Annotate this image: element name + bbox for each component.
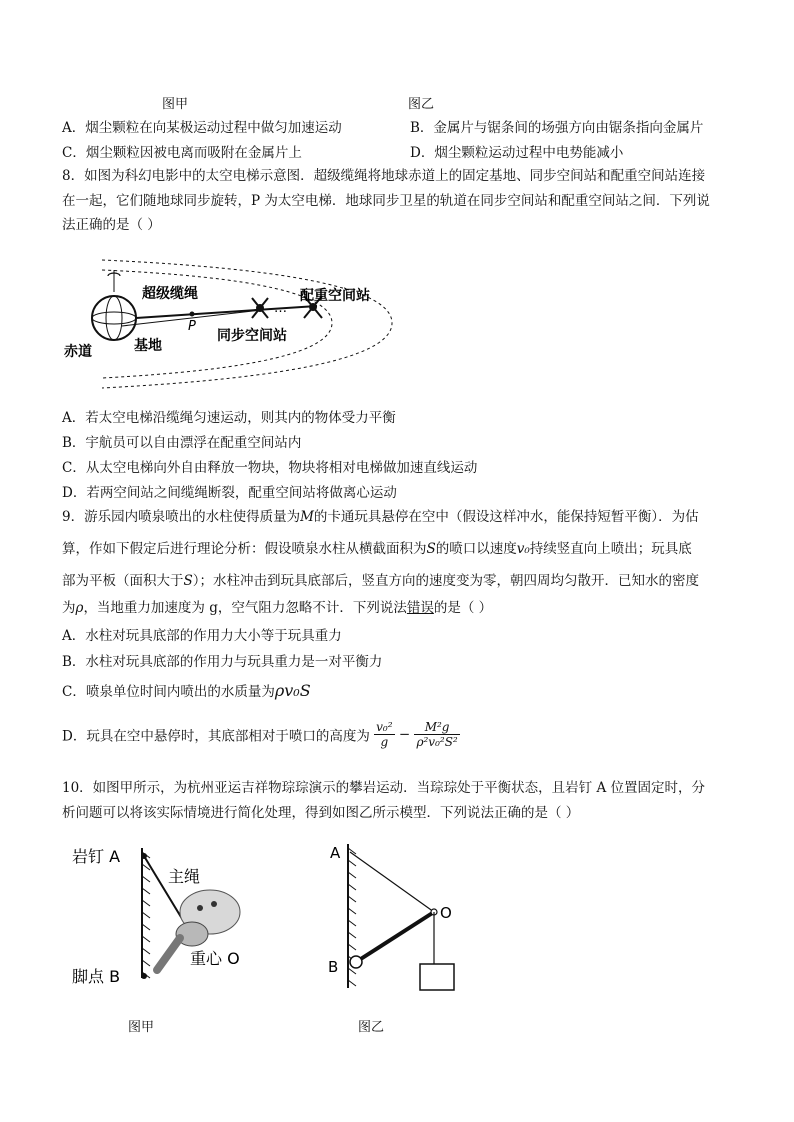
- label-foot: 脚点 B: [72, 967, 121, 986]
- rope-ao: [350, 852, 434, 912]
- main-rope: [144, 856, 184, 922]
- hanging-block: [420, 964, 454, 990]
- q9-option-d: [62, 720, 460, 749]
- q9-option-d-text: D．玩具在空中悬停时，其底部相对于喷口的高度为: [62, 728, 370, 745]
- q9-text: 持续竖直向上喷出；玩具底: [529, 541, 692, 557]
- fraction-numerator: v₀²: [376, 720, 393, 734]
- q10-stem-line2: 析问题可以将该实际情境进行简化处理，得到如图乙所示模型．下列说法正确的是（ ）: [62, 805, 580, 821]
- fraction-denominator: ρ²v₀²S²: [416, 735, 458, 749]
- q9-option-c-formula: ρv₀S: [274, 681, 311, 700]
- q9-option-a: A．水柱对玩具底部的作用力大小等于玩具重力: [62, 628, 342, 644]
- q9-option-d-fraction1: [374, 720, 394, 749]
- q9-stem-line4: [62, 598, 492, 618]
- fraction-denominator: g: [380, 735, 389, 749]
- q9-option-d-fraction2: [414, 720, 459, 749]
- label-a: A: [330, 844, 341, 862]
- q9-var-s: S: [426, 541, 436, 557]
- cable-line: [136, 306, 317, 318]
- sync-station-icon: [252, 298, 268, 318]
- q9-stem-line2: [62, 539, 692, 559]
- q9-text: ）；水柱冲击到玩具底部后，竖直方向的速度变为零，朝四周均匀散开．已知水的密度: [192, 573, 699, 589]
- label-rope: 主绳: [168, 867, 201, 886]
- q8-option-b: B．宇航员可以自由漂浮在配重空间站内: [62, 435, 302, 451]
- q7-option-d: D．烟尘颗粒运动过程中电势能减小: [410, 145, 624, 161]
- label-equator: 赤道: [64, 344, 92, 360]
- label-o: O: [440, 904, 452, 922]
- q9-stem-line3: [62, 571, 699, 591]
- meridian-ellipse: [106, 296, 122, 340]
- label-b: B: [328, 958, 339, 976]
- q8-option-c: C．从太空电梯向外自由释放一物块，物块将相对电梯做加速直线运动: [62, 460, 478, 476]
- q9-option-d-minus: −: [398, 726, 411, 743]
- outer-orbit: [102, 260, 392, 388]
- label-p: P: [188, 319, 196, 334]
- figure-caption-left: 图甲: [162, 97, 189, 112]
- label-dots: …: [274, 301, 287, 316]
- space-elevator-figure: [62, 248, 422, 398]
- label-sync-station: 同步空间站: [217, 328, 287, 344]
- q9-text: 为: [62, 600, 76, 616]
- q9-text: 的卡通玩具悬停在空中（假设这样冲水，能保持短暂平衡）．为估: [313, 509, 699, 525]
- foot-point: [141, 973, 147, 979]
- q8-option-d: D．若两空间站之间缆绳断裂，配重空间站将做离心运动: [62, 485, 397, 501]
- q8-stem-line2: 在一起，它们随地球同步旋转，P 为太空电梯．地球同步卫星的轨道在同步空间站和配重空间站之间．下列说: [62, 193, 710, 209]
- label-cable: 超级缆绳: [142, 286, 198, 302]
- hinge-b-icon: [350, 956, 362, 968]
- q8-option-a: A．若太空电梯沿缆绳匀速运动，则其内的物体受力平衡: [62, 410, 396, 426]
- label-piton: 岩钉 A: [72, 847, 121, 866]
- q9-var-m: M: [300, 509, 314, 525]
- q9-text: 9．游乐园内喷泉喷出的水柱使得质量为: [62, 509, 301, 525]
- wall-hatch: [142, 852, 150, 978]
- q9-stem-line1: [62, 507, 699, 527]
- q8-stem-line1: 8．如图为科幻电影中的太空电梯示意图．超级缆绳将地球赤道上的固定基地、同步空间站和配重空间站连接: [62, 168, 706, 184]
- q7-option-c: C．烟尘颗粒因被电离而吸附在金属片上: [62, 145, 302, 161]
- q7-option-b: B．金属片与锯条间的场强方向由锯条指向金属片: [410, 120, 704, 136]
- q10-figure-caption-right: 图乙: [358, 1020, 385, 1035]
- q9-text: 的喷口以速度: [435, 541, 517, 557]
- q9-var-v0: v₀: [516, 541, 530, 557]
- q9-text: ，当地重力加速度为 g，空气阻力忽略不计．下列说法: [83, 600, 407, 616]
- climbing-photo-figure: [62, 838, 282, 998]
- q8-stem-line3: 法正确的是（ ）: [62, 217, 161, 233]
- q9-text: 部为平板（面积大于: [62, 573, 184, 589]
- rod-bo: [356, 912, 434, 962]
- earth-circle: [92, 296, 136, 340]
- q9-text: 的是（ ）: [433, 600, 493, 616]
- figure-caption-right: 图乙: [408, 97, 435, 112]
- label-center-of-gravity: 重心 O: [190, 949, 240, 968]
- fraction-numerator: M²g: [414, 720, 459, 735]
- q7-option-a: A．烟尘颗粒在向某极运动过程中做匀加速运动: [62, 120, 342, 136]
- climbing-model-figure: [316, 838, 476, 1003]
- q9-option-b: B．水柱对玩具底部的作用力与玩具重力是一对平衡力: [62, 654, 383, 670]
- q9-option-c: [62, 680, 311, 700]
- q9-error-word: 错误: [406, 600, 434, 616]
- label-base: 基地: [134, 338, 162, 354]
- q10-figure-caption-left: 图甲: [128, 1020, 155, 1035]
- q9-text: 算，作如下假定后进行理论分析：假设喷泉水柱从横截面积为: [62, 541, 427, 557]
- q10-stem-line1: 10．如图甲所示，为杭州亚运吉祥物琮琮演示的攀岩运动．当琮琮处于平衡状态，且岩钉 A 位置固定时，分: [62, 780, 706, 796]
- q9-var-rho: ρ: [75, 600, 84, 616]
- elevator-point: [190, 312, 195, 317]
- q9-option-c-text: C．喷泉单位时间内喷出的水质量为: [62, 684, 275, 700]
- equator-ellipse: [92, 312, 136, 324]
- label-counterweight: 配重空间站: [300, 288, 370, 304]
- q9-var-s: S: [183, 573, 193, 589]
